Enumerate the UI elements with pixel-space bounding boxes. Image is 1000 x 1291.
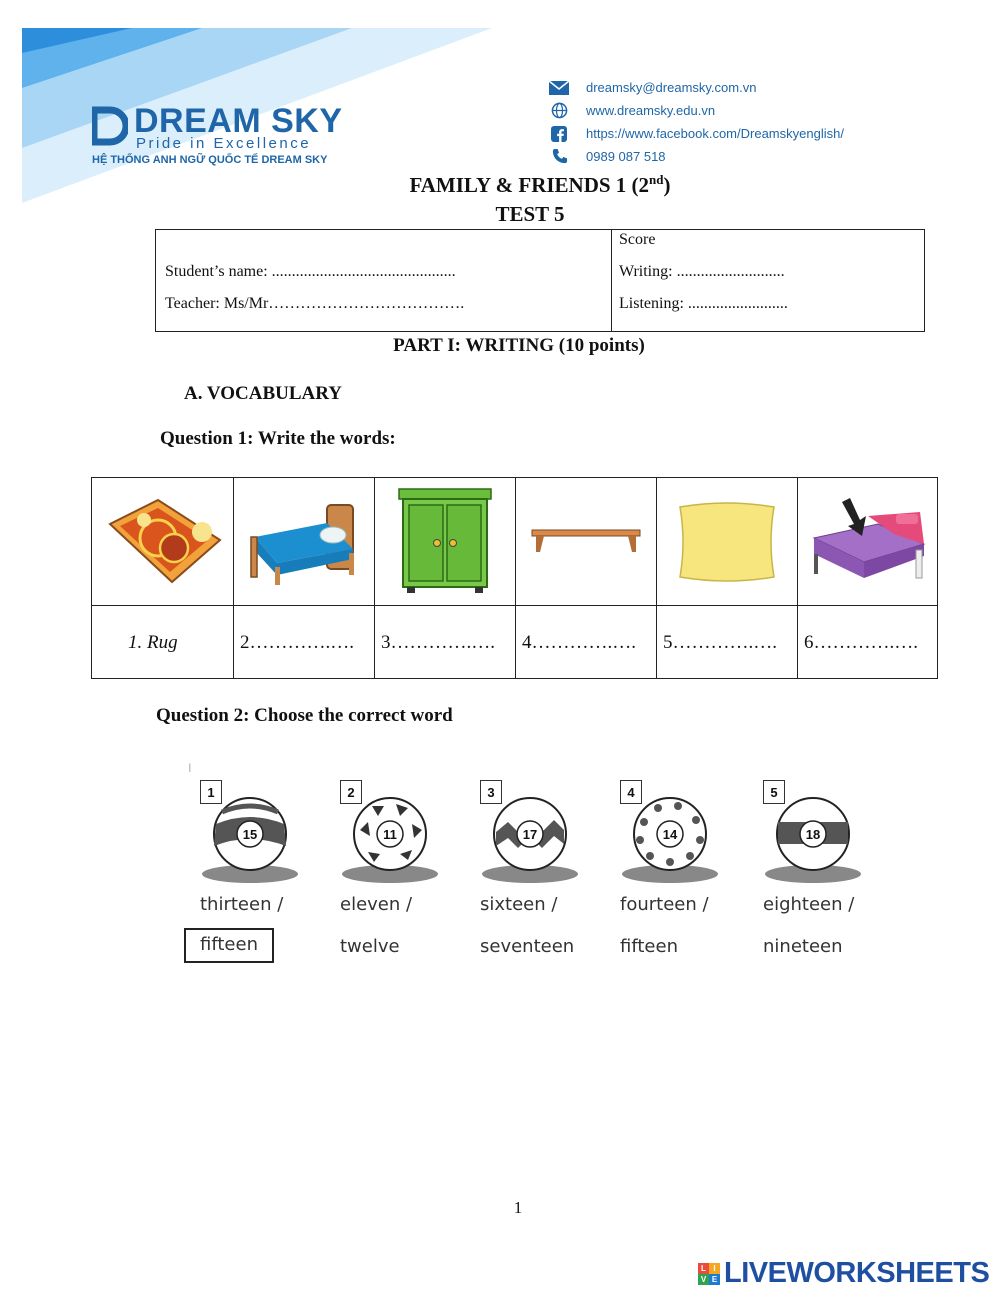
ball-item-number: 2	[340, 780, 362, 804]
test-title	[0, 172, 1000, 198]
ball-item-4	[600, 760, 740, 975]
ball-item-2	[320, 760, 460, 975]
phone-icon	[548, 148, 570, 166]
test-title-main: FAMILY & FRIENDS 1 (2	[409, 173, 650, 197]
teacher-field[interactable]: Teacher: Ms/Mr……………………………….	[165, 295, 465, 312]
vocab-answer-3[interactable]: 3………….….	[381, 631, 495, 653]
ball-number-label: 11	[383, 827, 397, 842]
ball-number-label: 14	[662, 827, 678, 842]
part-title: PART I: WRITING (10 points)	[393, 335, 645, 356]
ball-option-1[interactable]: eighteen /	[763, 894, 855, 915]
striped-ball-icon	[198, 788, 308, 888]
shelf-picture	[515, 478, 656, 605]
brand-name: DREAM SKY	[134, 102, 343, 140]
dotted-ball-icon	[618, 788, 728, 888]
test-subtitle: TEST 5	[495, 202, 565, 226]
ball-option-1[interactable]: fourteen /	[620, 894, 709, 915]
ball-option-2[interactable]: nineteen	[763, 936, 843, 957]
liveworksheets-badge-icon: L I V E	[698, 1263, 720, 1285]
triangle-ball-icon	[338, 788, 448, 888]
test-title-sup: nd	[649, 172, 664, 187]
info-table-divider	[611, 230, 612, 331]
facebook-icon	[548, 125, 570, 143]
contact-facebook[interactable]	[548, 122, 908, 145]
contact-email[interactable]	[548, 76, 908, 99]
listening-score-field[interactable]: Listening: .........................	[619, 295, 788, 312]
student-info-table	[155, 229, 925, 332]
vocab-answer-2[interactable]: 2………….….	[240, 631, 354, 653]
ball-number-label: 15	[242, 827, 258, 842]
ball-item-number: 5	[763, 780, 785, 804]
tick-mark: |	[189, 762, 191, 772]
vocab-answer-1-text: 1. Rug	[128, 631, 178, 653]
ball-option-1[interactable]: sixteen /	[480, 894, 558, 915]
contact-website[interactable]	[548, 99, 908, 122]
section-vocabulary-title: A. VOCABULARY	[184, 383, 343, 404]
vocab-answer-5[interactable]: 5………….….	[663, 631, 777, 653]
contact-facebook-text: https://www.facebook.com/Dreamskyenglish/	[586, 126, 844, 141]
ball-item-3	[460, 760, 600, 975]
liveworksheets-logo	[698, 1257, 989, 1290]
test-title-close: )	[663, 173, 671, 197]
zigzag-ball-icon	[478, 788, 588, 888]
vocab-answer-6[interactable]: 6………….….	[804, 631, 918, 653]
liveworksheets-text: LIVEWORKSHEETS	[724, 1257, 990, 1289]
ball-option-1[interactable]: thirteen /	[200, 894, 284, 915]
ball-number-label: 18	[805, 827, 821, 842]
band-ball-icon	[761, 788, 871, 888]
email-icon	[548, 79, 570, 97]
question-1-title: Question 1: Write the words:	[160, 428, 396, 449]
ball-option-2[interactable]: twelve	[340, 936, 400, 957]
brand-slogan: Pride in Excellence	[136, 135, 312, 152]
student-name-field[interactable]: Student’s name: ..............................................	[165, 263, 456, 280]
number-balls-exercise	[180, 760, 870, 975]
ball-option-1[interactable]: eleven /	[340, 894, 413, 915]
ball-item-1	[180, 760, 320, 975]
ball-option-2[interactable]: fifteen	[620, 936, 678, 957]
ball-item-5	[743, 760, 883, 975]
contact-email-text: dreamsky@dreamsky.com.vn	[586, 80, 757, 95]
bed-arrow-picture	[797, 478, 938, 605]
dreamsky-logo-mark-icon	[92, 106, 128, 150]
ball-option-2[interactable]: seventeen	[480, 936, 575, 957]
contact-phone[interactable]	[548, 145, 908, 168]
contact-list	[548, 76, 908, 168]
rug-picture	[92, 478, 233, 605]
contact-website-text: www.dreamsky.edu.vn	[586, 103, 716, 118]
contact-phone-text: 0989 087 518	[586, 149, 666, 164]
dreamsky-logo	[92, 102, 352, 172]
page-number: 1	[513, 1198, 523, 1217]
ball-item-number: 3	[480, 780, 502, 804]
ball-item-number: 4	[620, 780, 642, 804]
pillow-picture	[656, 478, 797, 605]
writing-score-field[interactable]: Writing: ...........................	[619, 263, 785, 280]
cupboard-picture	[374, 478, 515, 605]
vocab-answer-1[interactable]	[128, 606, 178, 679]
ball-option-2-selected[interactable]: fifteen	[184, 928, 274, 963]
vocabulary-grid	[91, 477, 938, 679]
globe-icon	[548, 102, 570, 120]
score-label: Score	[619, 231, 656, 248]
ball-number-label: 17	[522, 827, 538, 842]
brand-system: HỆ THỐNG ANH NGỮ QUỐC TẾ DREAM SKY	[92, 154, 328, 166]
ball-item-number: 1	[200, 780, 222, 804]
vocab-answer-4[interactable]: 4………….….	[522, 631, 636, 653]
question-2-title: Question 2: Choose the correct word	[156, 705, 453, 726]
bed-picture	[233, 478, 374, 605]
